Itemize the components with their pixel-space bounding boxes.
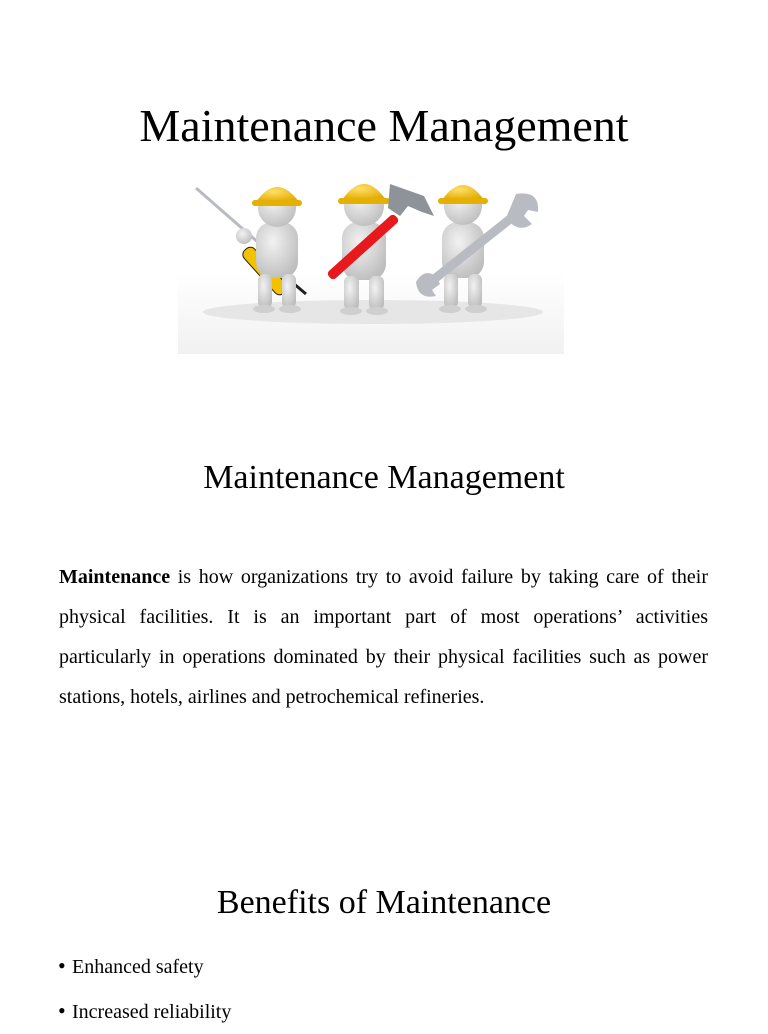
list-item (58, 989, 231, 1034)
worker-middle (326, 184, 434, 315)
bullet-icon: • (58, 998, 66, 1023)
worker-right (416, 185, 538, 313)
list-item-text: Increased reliability (72, 1001, 232, 1023)
worker-left (196, 187, 306, 313)
section-heading-benefits: Benefits of Maintenance (216, 884, 552, 921)
definition-text: is how organizations try to avoid failure by taking care of their physical facilities. It is an important part of most operations’ activities particularly in operations dominated by their physical facilities such as power stations, hotels, airlines and petrochemical refineries. (59, 566, 708, 708)
bullet-icon: • (58, 953, 66, 978)
three-workers-with-tools-icon (178, 172, 564, 354)
list-item (58, 944, 231, 989)
list-item-text: Enhanced safety (72, 956, 204, 978)
section-heading-maintenance-management: Maintenance Management (203, 459, 565, 496)
hammer-head-icon (388, 184, 434, 216)
page-title: Maintenance Management (139, 100, 629, 151)
benefits-list (58, 944, 231, 1034)
definition-term: Maintenance (59, 566, 171, 588)
maintenance-definition (59, 557, 708, 717)
